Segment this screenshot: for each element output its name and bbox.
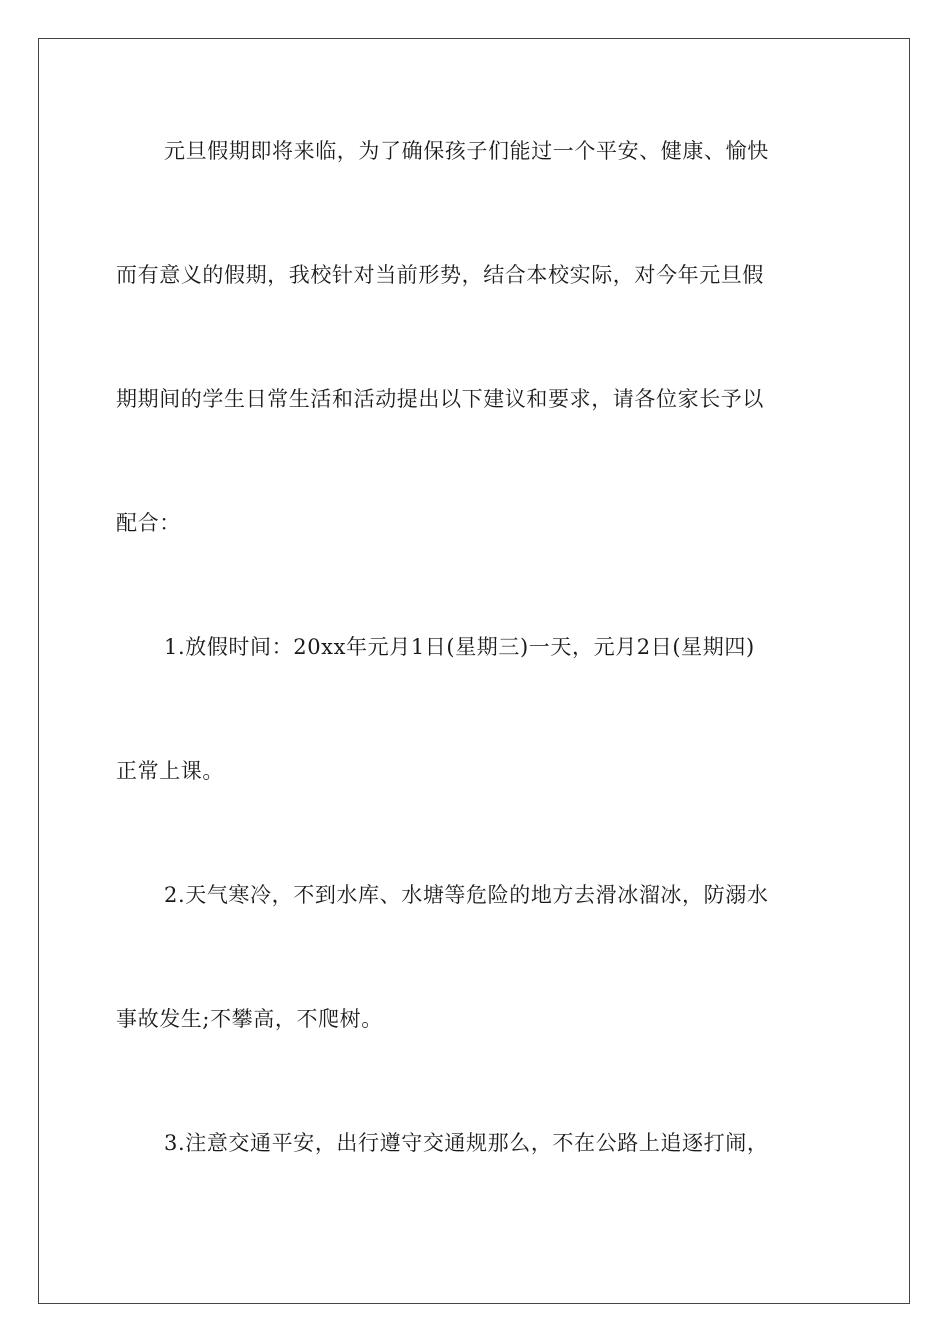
item-1-line-1: 1.放假时间：20xx年元月1日(星期三)一天，元月2日(星期四) (164, 635, 755, 659)
paragraph-intro-line-1: 元旦假期即将来临，为了确保孩子们能过一个平安、健康、愉快 (164, 139, 769, 163)
paragraph-intro-line-2: 而有意义的假期，我校针对当前形势，结合本校实际，对今年元旦假 (116, 263, 764, 287)
paragraph-intro-line-4: 配合： (116, 511, 181, 535)
item-2-line-1: 2.天气寒冷，不到水库、水塘等危险的地方去滑冰溜冰，防溺水 (164, 883, 769, 907)
page-border (38, 38, 910, 1304)
paragraph-intro-line-3: 期期间的学生日常生活和活动提出以下建议和要求，请各位家长予以 (116, 387, 764, 411)
item-3-line-1: 3.注意交通平安，出行遵守交通规那么，不在公路上追逐打闹， (164, 1131, 769, 1155)
item-2-line-2: 事故发生;不攀高，不爬树。 (116, 1007, 383, 1031)
item-1-line-2: 正常上课。 (116, 759, 224, 783)
